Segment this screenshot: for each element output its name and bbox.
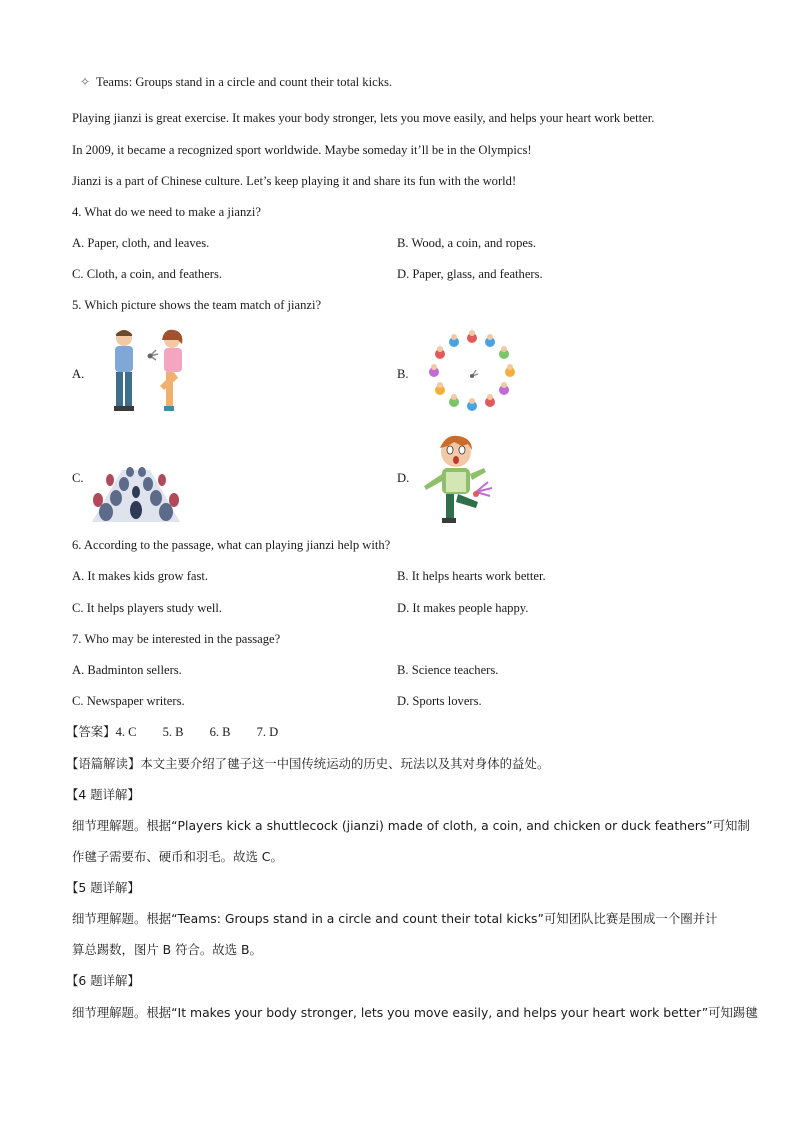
question-7-option-d: D. Sports lovers. bbox=[397, 694, 482, 708]
passage-summary bbox=[66, 756, 549, 772]
sparkle-icon: ✧ bbox=[79, 75, 91, 89]
question-6-option-d: D. It makes people happy. bbox=[397, 601, 529, 615]
answer-5: 5. B bbox=[162, 725, 184, 739]
q5-analysis-line-1: 细节理解题。根据“Teams: Groups stand in a circle and count their total kicks”可知团队比赛是围成一个圈并计 bbox=[72, 911, 718, 926]
q6-analysis-label: 【6 题详解】 bbox=[66, 973, 140, 988]
q5-analysis-line-2: 算总踢数，图片 B 符合。故选 B。 bbox=[72, 942, 262, 957]
answer-key bbox=[66, 724, 278, 740]
question-5-option-c: C. bbox=[72, 471, 84, 485]
question-6-option-a: A. It makes kids grow fast. bbox=[72, 569, 209, 583]
question-4-option-c: C. Cloth, a coin, and feathers. bbox=[72, 267, 223, 281]
teams-line-text: Teams: Groups stand in a circle and count their total kicks. bbox=[96, 75, 393, 89]
question-7-option-a: A. Badminton sellers. bbox=[72, 663, 182, 677]
question-4-option-a: A. Paper, cloth, and leaves. bbox=[72, 236, 210, 250]
paragraph-3: Jianzi is a part of Chinese culture. Let’s keep playing it and share its fun with the world! bbox=[72, 174, 517, 188]
paragraph-1: Playing jianzi is great exercise. It makes your body stronger, lets you move easily, and helps your heart work better. bbox=[72, 111, 655, 125]
question-6-option-b: B. It helps hearts work better. bbox=[397, 569, 546, 583]
question-4-stem: 4. What do we need to make a jianzi? bbox=[72, 205, 261, 219]
answer-6: 6. B bbox=[209, 725, 231, 739]
two-kids-kicking-image bbox=[104, 326, 194, 418]
q5-analysis-label: 【5 题详解】 bbox=[66, 880, 140, 895]
answer-4: 4. C bbox=[115, 725, 137, 739]
boy-kicking-image bbox=[418, 432, 496, 524]
q4-analysis-line-1: 细节理解题。根据“Players kick a shuttlecock (jianzi) made of cloth, a coin, and chicken or duck feathers”可知制 bbox=[72, 818, 750, 833]
question-6-stem: 6. According to the passage, what can playing jianzi help with? bbox=[72, 538, 391, 552]
crowd-rows-image bbox=[92, 450, 180, 522]
question-6-option-c: C. It helps players study well. bbox=[72, 601, 223, 615]
question-5-option-a: A. bbox=[72, 367, 85, 381]
question-7-option-c: C. Newspaper writers. bbox=[72, 694, 185, 708]
q4-analysis-line-2: 作毽子需要布、硬币和羽毛。故选 C。 bbox=[72, 849, 283, 864]
question-5-option-b: B. bbox=[397, 367, 409, 381]
question-4-option-d: D. Paper, glass, and feathers. bbox=[397, 267, 543, 281]
question-7-stem: 7. Who may be interested in the passage? bbox=[72, 632, 281, 646]
question-7-option-b: B. Science teachers. bbox=[397, 663, 499, 677]
q4-analysis-label: 【4 题详解】 bbox=[66, 787, 140, 802]
question-5-stem: 5. Which picture shows the team match of jianzi? bbox=[72, 298, 322, 312]
question-5-option-d: D. bbox=[397, 471, 410, 485]
answer-7: 7. D bbox=[256, 725, 279, 739]
answer-key-label: 【答案】 bbox=[66, 724, 116, 739]
passage-summary-label: 【语篇解读】 bbox=[66, 756, 141, 771]
question-4-option-b: B. Wood, a coin, and ropes. bbox=[397, 236, 537, 250]
passage-summary-text: 本文主要介绍了毽子这一中国传统运动的历史、玩法以及其对身体的益处。 bbox=[140, 756, 550, 771]
teams-line bbox=[78, 74, 392, 90]
paragraph-2: In 2009, it became a recognized sport worldwide. Maybe someday it’ll be in the Olympics! bbox=[72, 143, 532, 157]
kids-circle-image bbox=[424, 330, 520, 416]
q6-analysis-line-1: 细节理解题。根据“It makes your body stronger, lets you move easily, and helps your heart work better”可知踢毽 bbox=[72, 1005, 758, 1020]
